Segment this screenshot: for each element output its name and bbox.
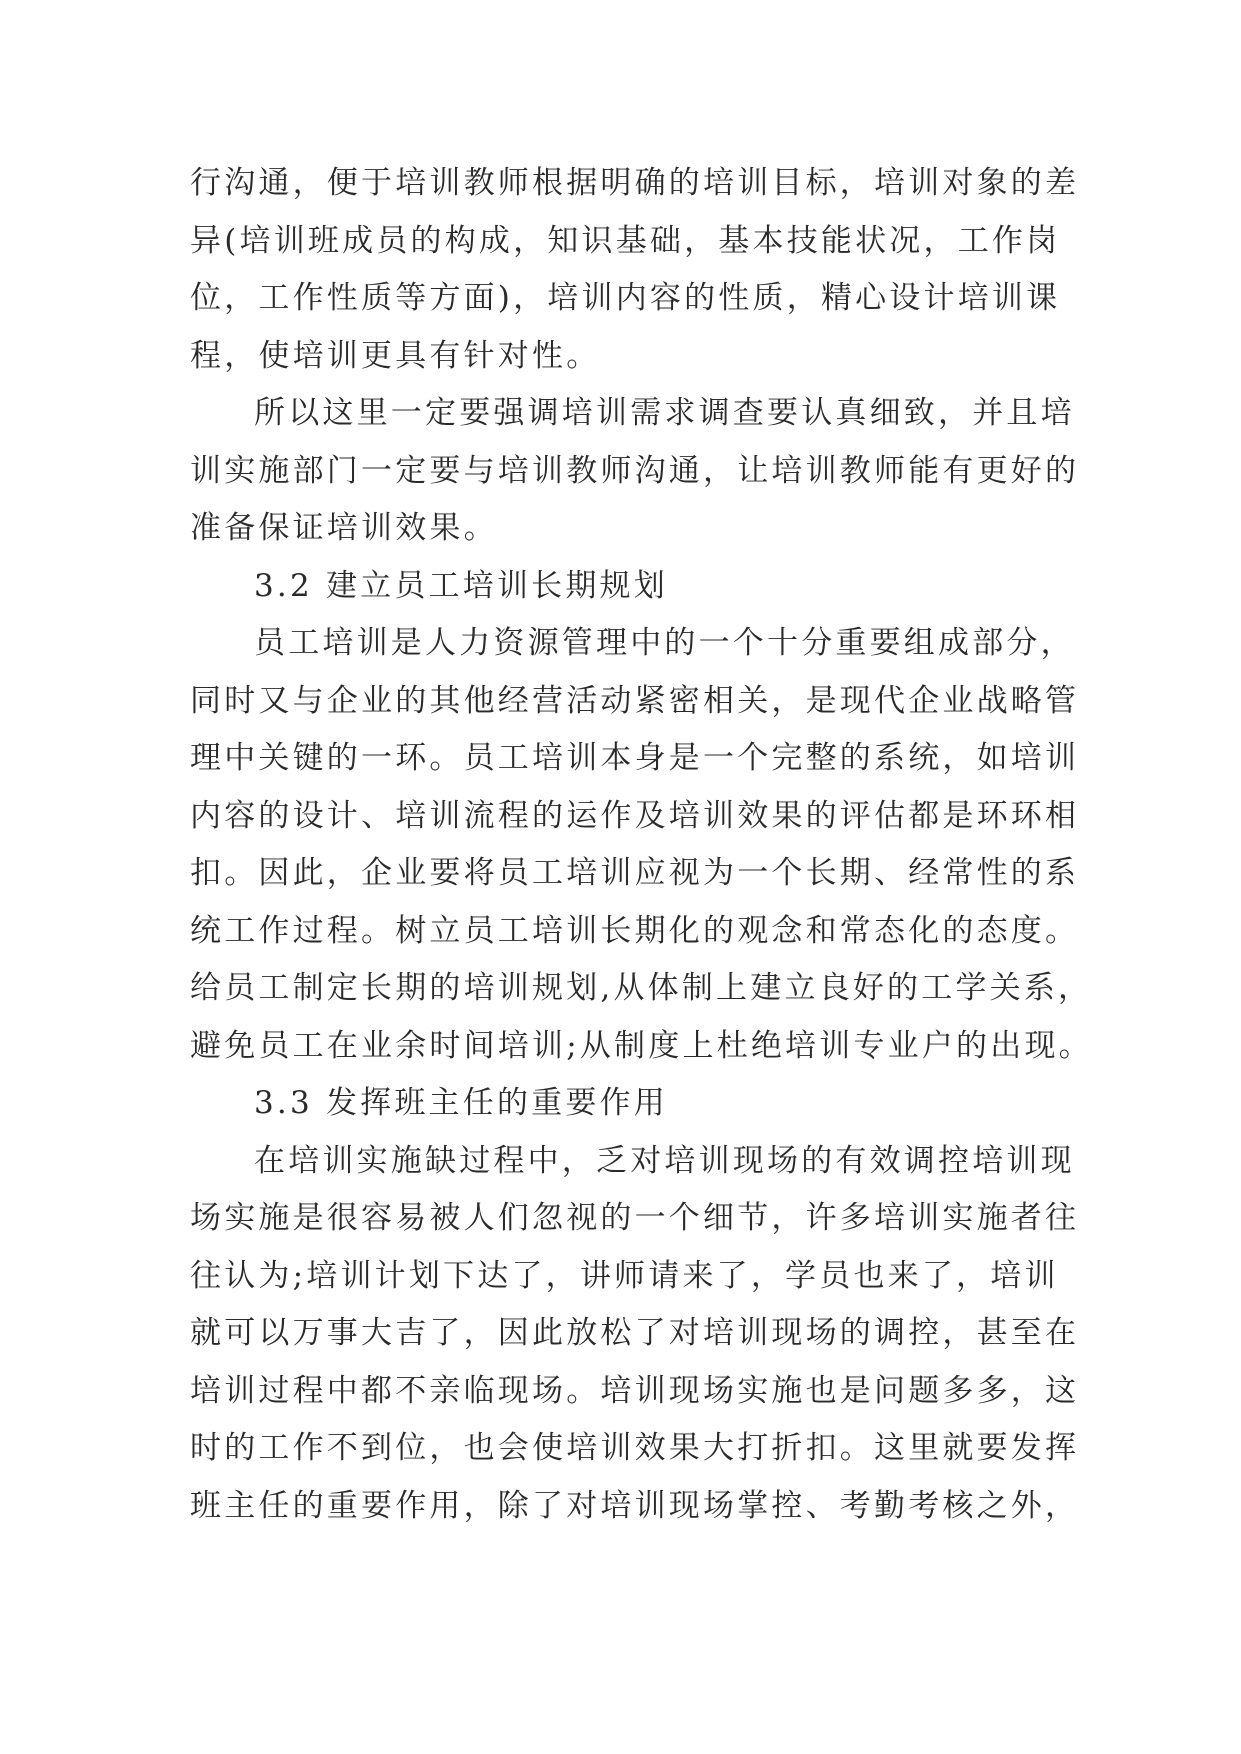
text-line: 内容的设计、培训流程的运作及培训效果的评估都是环环相 [190, 797, 1080, 834]
section-heading-3-3: 3.3 发挥班主任的重要作用 [254, 1085, 668, 1121]
text-line: 场实施是很容易被人们忽视的一个细节，许多培训实施者往 [190, 1200, 1080, 1236]
text-line: 位，工作性质等方面)，培训内容的性质，精心设计培训课 [190, 280, 1061, 316]
section-heading-3-2: 3.2 建立员工培训长期规划 [254, 567, 668, 604]
text-line: 异(培训班成员的构成，知识基础，基本技能状况，工作岗 [190, 222, 1061, 259]
text-line: 培训过程中都不亲临现场。培训现场实施也是问题多多，这 [190, 1372, 1080, 1409]
text-line: 扣。因此，企业要将员工培训应视为一个长期、经常性的系 [190, 855, 1080, 891]
text-line: 避免员工在业余时间培训;从制度上杜绝培训专业户的出现。 [190, 1027, 1093, 1064]
text-line: 时的工作不到位，也会使培训效果大打折扣。这里就要发挥 [190, 1430, 1080, 1466]
text-line: 同时又与企业的其他经营活动紧密相关，是现代企业战略管 [190, 682, 1080, 719]
text-line: 统工作过程。树立员工培训长期化的观念和常态化的态度。 [190, 912, 1080, 949]
paragraph-start-line: 所以这里一定要强调培训需求调查要认真细致，并且培 [254, 395, 1075, 431]
paragraph-start-line: 员工培训是人力资源管理中的一个十分重要组成部分， [254, 625, 1075, 661]
text-line: 给员工制定长期的培训规划,从体制上建立良好的工学关系， [190, 970, 1093, 1006]
text-line: 就可以万事大吉了，因此放松了对培训现场的调控，甚至在 [190, 1315, 1080, 1351]
text-line: 行沟通，便于培训教师根据明确的培训目标，培训对象的差 [190, 165, 1080, 201]
text-line: 准备保证培训效果。 [190, 510, 498, 546]
text-line: 训实施部门一定要与培训教师沟通，让培训教师能有更好的 [190, 452, 1080, 489]
text-line: 往认为;培训计划下达了，讲师请来了，学员也来了，培训 [190, 1257, 1059, 1294]
text-line: 程，使培训更具有针对性。 [190, 337, 601, 374]
text-line: 理中关键的一环。员工培训本身是一个完整的系统，如培训 [190, 740, 1080, 776]
text-line: 班主任的重要作用，除了对培训现场掌控、考勤考核之外， [190, 1487, 1080, 1524]
body-text [190, 155, 1093, 1535]
paragraph-start-line: 在培训实施缺过程中，乏对培训现场的有效调控培训现 [254, 1142, 1075, 1179]
